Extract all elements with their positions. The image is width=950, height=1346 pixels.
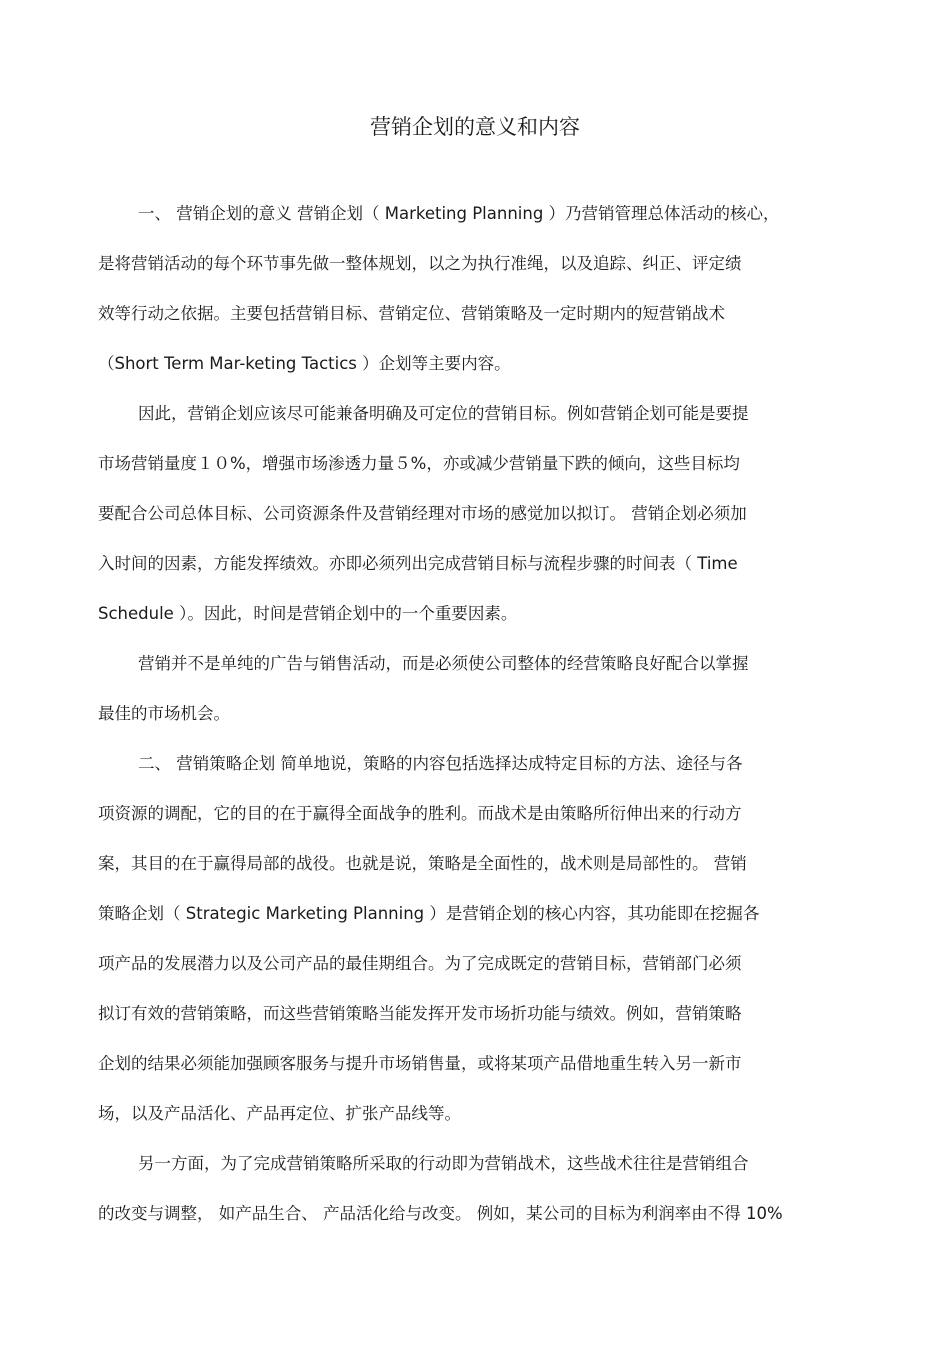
text-line: 入时间的因素，方能发挥绩效。亦即必须列出完成营销目标与流程步骤的时间表（ Time <box>98 554 738 573</box>
text-line: 拟订有效的营销策略，而这些营销策略当能发挥开发市场折功能与绩效。例如，营销策略 <box>98 1004 742 1023</box>
text-line: 的改变与调整， 如产品生合、 产品活化给与改变。 例如，某公司的目标为利润率由不得 10% <box>98 1204 783 1223</box>
text-line: 最佳的市场机会。 <box>98 704 230 723</box>
text-line: 一、 营销企划的意义 营销企划（ Marketing Planning ）乃营销管理总体活动的核心， <box>138 204 780 223</box>
text-line: 二、 营销策略企划 简单地说，策略的内容包括选择达成特定目标的方法、途径与各 <box>138 754 743 773</box>
text-line: Schedule ）。因此，时间是营销企划中的一个重要因素。 <box>98 604 518 623</box>
document-title: 营销企划的意义和内容 <box>370 115 580 139</box>
text-line: 企划的结果必须能加强顾客服务与提升市场销售量，或将某项产品借地重生转入另一新市 <box>98 1054 742 1073</box>
text-line: 策略企划（ Strategic Marketing Planning ）是营销企划的核心内容，其功能即在挖掘各 <box>98 904 760 923</box>
text-line: 案，其目的在于赢得局部的战役。也就是说，策略是全面性的，战术则是局部性的。 营销 <box>98 854 747 873</box>
text-line: 场，以及产品活化、产品再定位、扩张产品线等。 <box>98 1104 461 1123</box>
text-line: （Short Term Mar-keting Tactics ）企划等主要内容。 <box>98 354 511 373</box>
text-line: 是将营销活动的每个环节事先做一整体规划，以之为执行准绳，以及追踪、纠正、评定绩 <box>98 254 742 273</box>
text-line: 要配合公司总体目标、公司资源条件及营销经理对市场的感觉加以拟订。 营销企划必须加 <box>98 504 747 523</box>
text-line: 项产品的发展潜力以及公司产品的最佳期组合。为了完成既定的营销目标，营销部门必须 <box>98 954 742 973</box>
text-line: 效等行动之依据。主要包括营销目标、营销定位、营销策略及一定时期内的短营销战术 <box>98 304 725 323</box>
text-line: 另一方面，为了完成营销策略所采取的行动即为营销战术，这些战术往往是营销组合 <box>138 1154 749 1173</box>
text-line: 市场营销量度１０%，增强市场渗透力量５%，亦或减少营销量下跌的倾向，这些目标均 <box>98 454 740 473</box>
text-line: 项资源的调配，它的目的在于赢得全面战争的胜利。而战术是由策略所衍伸出来的行动方 <box>98 804 742 823</box>
text-line: 因此，营销企划应该尽可能兼备明确及可定位的营销目标。例如营销企划可能是要提 <box>138 404 749 423</box>
text-line: 营销并不是单纯的广告与销售活动，而是必须使公司整体的经营策略良好配合以掌握 <box>138 654 749 673</box>
